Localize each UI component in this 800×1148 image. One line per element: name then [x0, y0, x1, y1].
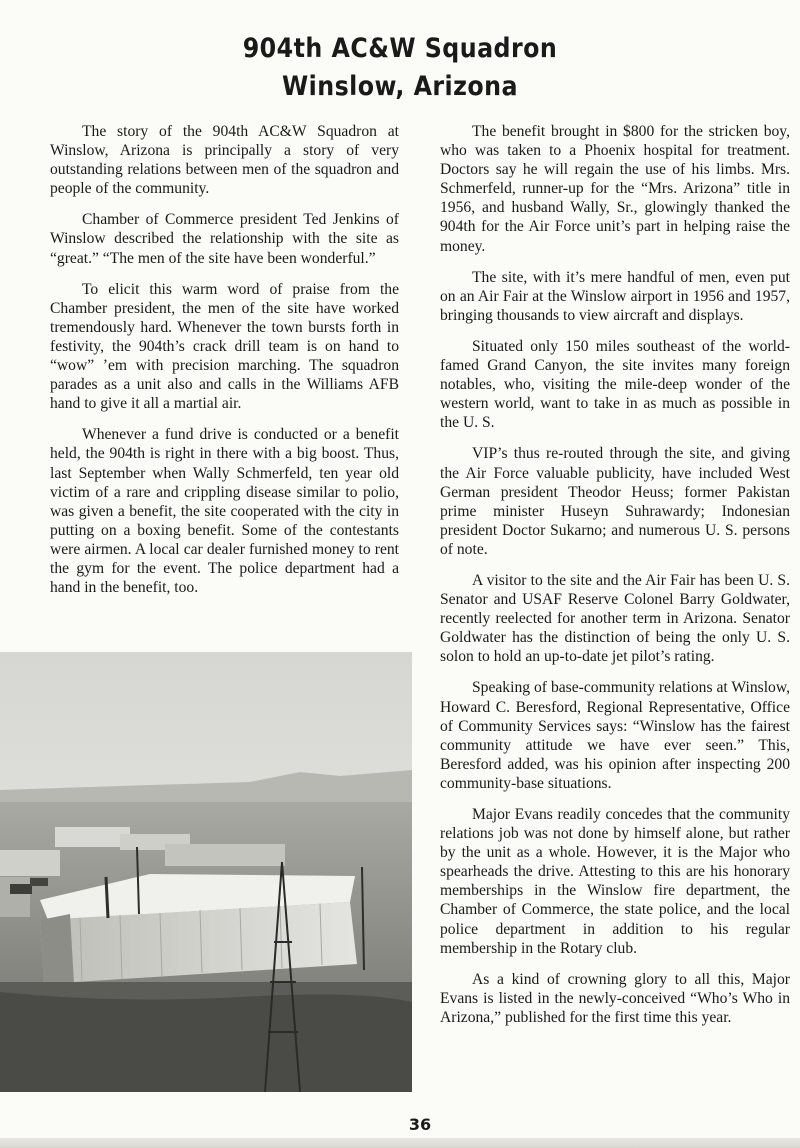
paragraph: The site, with it’s mere handful of men, even put on an Air Fair at the Winslow airport in 1956 and 1957, bringing thousands to view aircraft and displays. — [440, 268, 790, 324]
title-line-1: 904th AC&W Squadron — [242, 33, 558, 64]
paragraph: Chamber of Commerce president Ted Jenkins of Winslow described the relationship with the site as “great.” “The men of the site have been wonderful.” — [50, 211, 399, 267]
paragraph: The story of the 904th AC&W Squadron at Winslow, Arizona is principally a story of very outstanding relations between men of the squadron and people of the community. — [50, 123, 399, 198]
page-bottom-edge — [0, 1138, 800, 1148]
page-number: 36 — [408, 1115, 432, 1134]
paragraph: Whenever a fund drive is conducted or a benefit held, the 904th is right in there with a big boost. Thus, last September when Wally Schmerfeld, ten year old victim of a rare and crippling disease similar to polio, was given a benefit, the site cooperated with the city in putting on a boxing benefit. Some of the contestants were airmen. A local car dealer furnished money to rent the gym for the event. The police department had a hand in the benefit, too. — [50, 426, 399, 597]
paragraph: Situated only 150 miles southeast of the world-famed Grand Canyon, the site invites many foreign notables, who, visiting the mile-deep wonder of the western world, want to take in as much as possible in the U. S. — [440, 337, 790, 432]
site-photograph — [0, 652, 412, 1092]
article-title — [48, 30, 752, 106]
paragraph: Major Evans readily concedes that the community relations job was not done by himself alone, but rather by the unit as a whole. However, it is the Major who spearheads the drive. Attesting to this are his honorary memberships in the Winslow fire department, the Chamber of Commerce, the state police, and the local police department in addition to his regular membership in the Rotary club. — [440, 806, 790, 957]
left-column — [50, 122, 399, 609]
paragraph: To elicit this warm word of praise from the Chamber president, the men of the site have worked tremendously hard. Whenever the town bursts forth in festivity, the 904th’s crack drill team is on hand to “wow” ’em with precision marching. The squadron parades as a unit also and calls in the Williams AFB hand to give it all a martial air. — [50, 280, 399, 413]
paragraph: A visitor to the site and the Air Fair has been U. S. Senator and USAF Reserve Colonel Barry Goldwater, recently reelected for another term in Arizona. Senator Goldwater has the distinction of being the only U. S. solon to hold an up-to-date jet pilot’s rating. — [440, 571, 790, 666]
paragraph: Speaking of base-community relations at Winslow, Howard C. Beresford, Regional Representative, Office of Community Services says: “Winslow has the fairest community attitude we have ever seen.” This, Beresford added, was his opinion after inspecting 200 community-base situations. — [440, 679, 790, 792]
paragraph: VIP’s thus re-routed through the site, and giving the Air Force valuable publicity, have included West German president Theodor Heuss; former Pakistan prime minister Huseyn Suhrawardy; Indonesian president Doctor Sukarno; and numerous U. S. persons of note. — [440, 445, 790, 558]
title-line-2: Winslow, Arizona — [281, 71, 519, 102]
right-column — [440, 122, 790, 1039]
paragraph: As a kind of crowning glory to all this, Major Evans is listed in the newly-conceived “Who’s Who in Arizona,” published for the first time this year. — [440, 970, 790, 1026]
paragraph: The benefit brought in $800 for the stricken boy, who was taken to a Phoenix hospital for treatment. Doctors say he will regain the use of his limbs. Mrs. Schmerfeld, runner-up for the “Mrs. Arizona” title in 1956, and husband Wally, Sr., glowingly thanked the 904th for the Air Force unit’s part in helping raise the money. — [440, 123, 790, 255]
